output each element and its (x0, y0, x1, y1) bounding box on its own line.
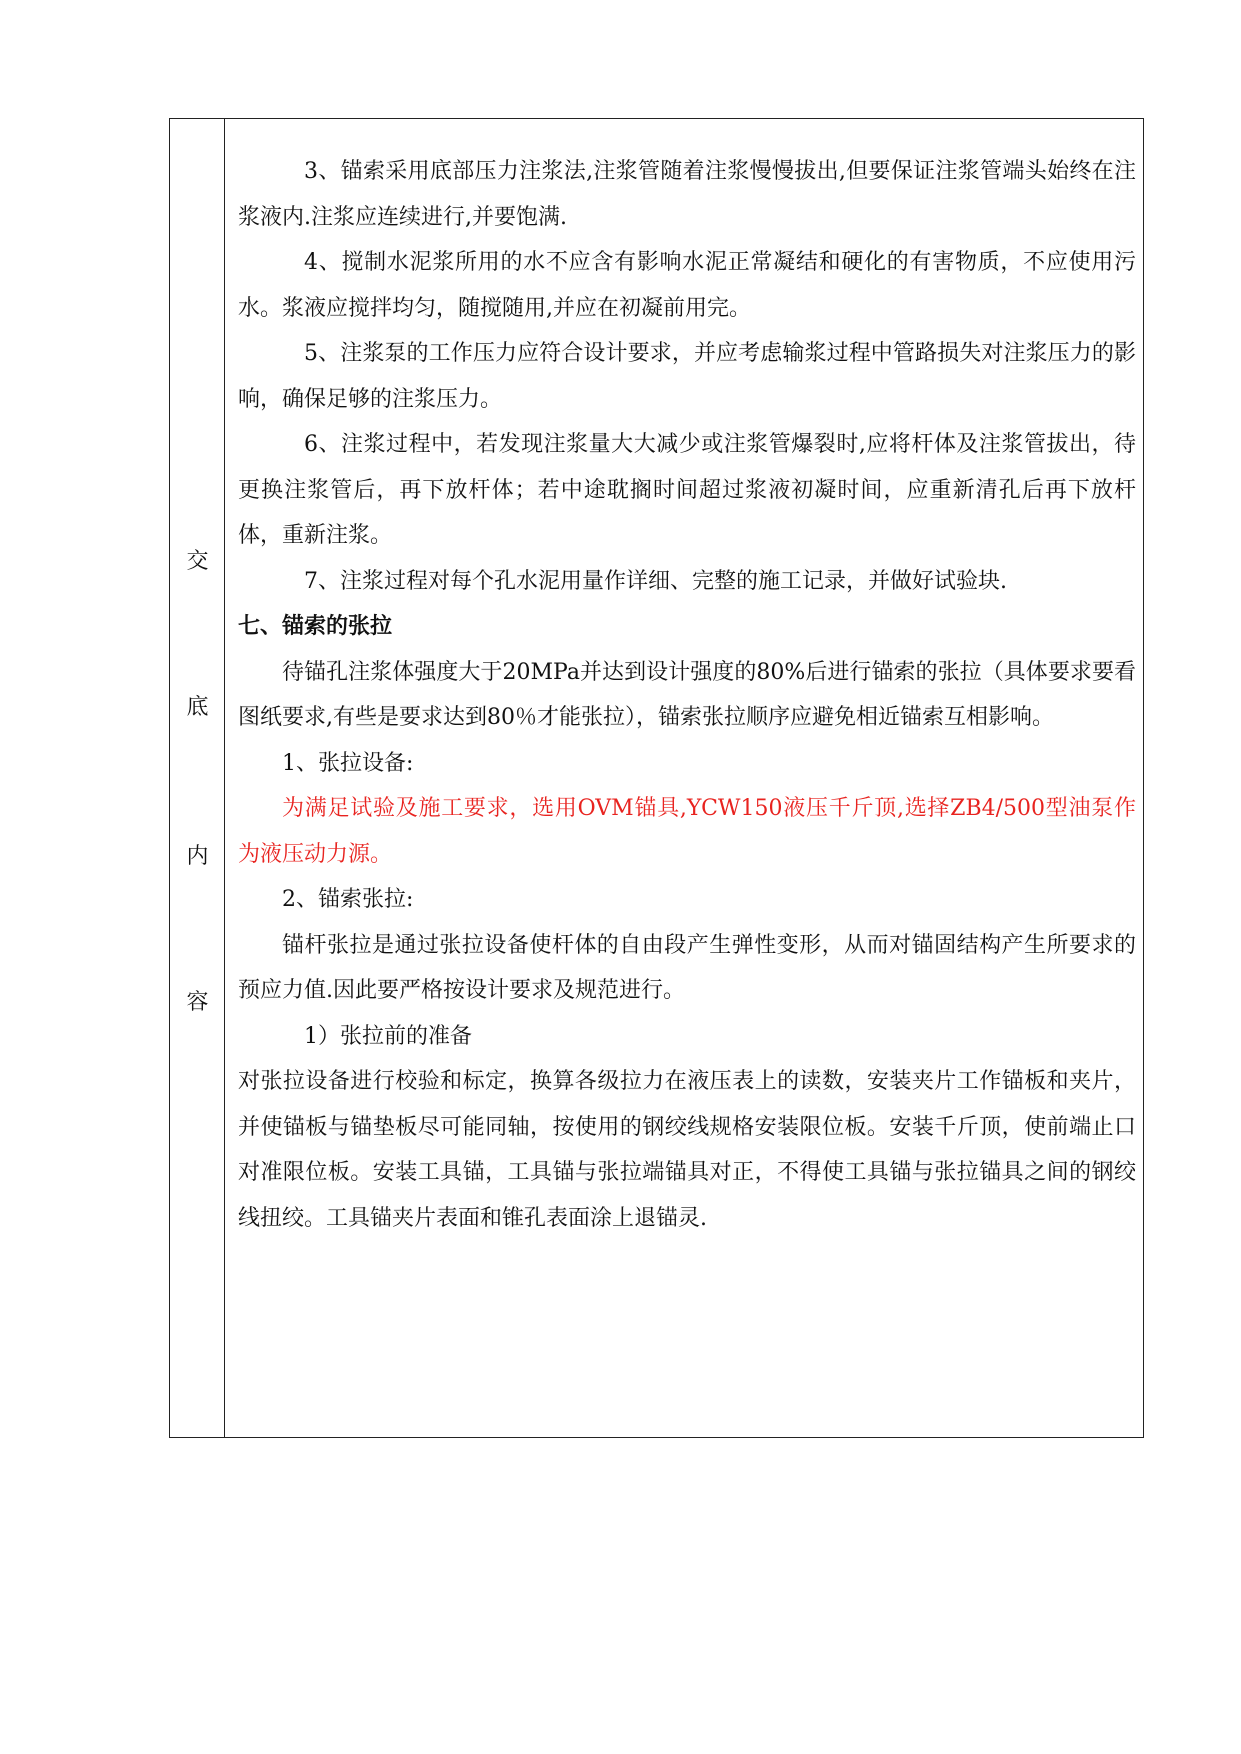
preparation-body: 对张拉设备进行校验和标定，换算各级拉力在液压表上的读数，安装夹片工作锚板和夹片，并使锚板与锚垫板尽可能同轴，按使用的钢绞线规格安装限位板。安装千斤顶，使前端止口对准限位板。安装工具锚，工具锚与张拉端锚具对正，不得使工具锚与张拉锚具之间的钢绞线扭绞。工具锚夹片表面和锥孔表面涂上退锚灵. (238, 1069, 1136, 1231)
side-label-column (170, 119, 225, 1437)
side-label-char-4: 容 (186, 990, 209, 1015)
equipment-highlight: 为满足试验及施工要求，选用OVM锚具,YCW150液压千斤顶,选择ZB4/500型油泵作为液压动力源。 (238, 796, 1136, 867)
grouting-item-7: 7、注浆过程对每个孔水泥用量作详细、完整的施工记录，并做好试验块. (304, 568, 1007, 594)
tensioning-description: 锚杆张拉是通过张拉设备使杆体的自由段产生弹性变形，从而对锚固结构产生所要求的预应力值.因此要严格按设计要求及规范进行。 (238, 932, 1136, 1003)
content-cell (238, 149, 1136, 1241)
preparation-heading: 1）张拉前的准备 (304, 1023, 472, 1049)
grouting-item-6: 6、注浆过程中，若发现注浆量大大减少或注浆管爆裂时,应将杆体及注浆管拔出，待更换注浆管后，再下放杆体；若中途耽搁时间超过浆液初凝时间，应重新清孔后再下放杆体，重新注浆。 (238, 432, 1136, 548)
side-label-char-2: 底 (186, 695, 209, 720)
grouting-item-5: 5、注浆泵的工作压力应符合设计要求，并应考虑输浆过程中管路损失对注浆压力的影响，确保足够的注浆压力。 (238, 341, 1136, 412)
handover-table (169, 118, 1144, 1438)
tensioning-subheading: 2、锚索张拉: (282, 887, 414, 912)
side-label-char-3: 内 (186, 844, 209, 869)
tensioning-intro: 待锚孔注浆体强度大于20MPa并达到设计强度的80%后进行锚索的张拉（具体要求要看图纸要求,有些是要求达到80％才能张拉），锚索张拉顺序应避免相近锚索互相影响。 (238, 659, 1136, 730)
side-label-char-1: 交 (186, 549, 209, 574)
grouting-item-3: 3、锚索采用底部压力注浆法,注浆管随着注浆慢慢拔出,但要保证注浆管端头始终在注浆液内.注浆应连续进行,并要饱满. (238, 159, 1136, 230)
grouting-item-4: 4、搅制水泥浆所用的水不应含有影响水泥正常凝结和硬化的有害物质，不应使用污水。浆液应搅拌均匀，随搅随用,并应在初凝前用完。 (238, 250, 1136, 321)
equipment-heading: 1、张拉设备: (282, 750, 414, 776)
section-heading-tensioning: 七、锚索的张拉 (238, 613, 393, 639)
